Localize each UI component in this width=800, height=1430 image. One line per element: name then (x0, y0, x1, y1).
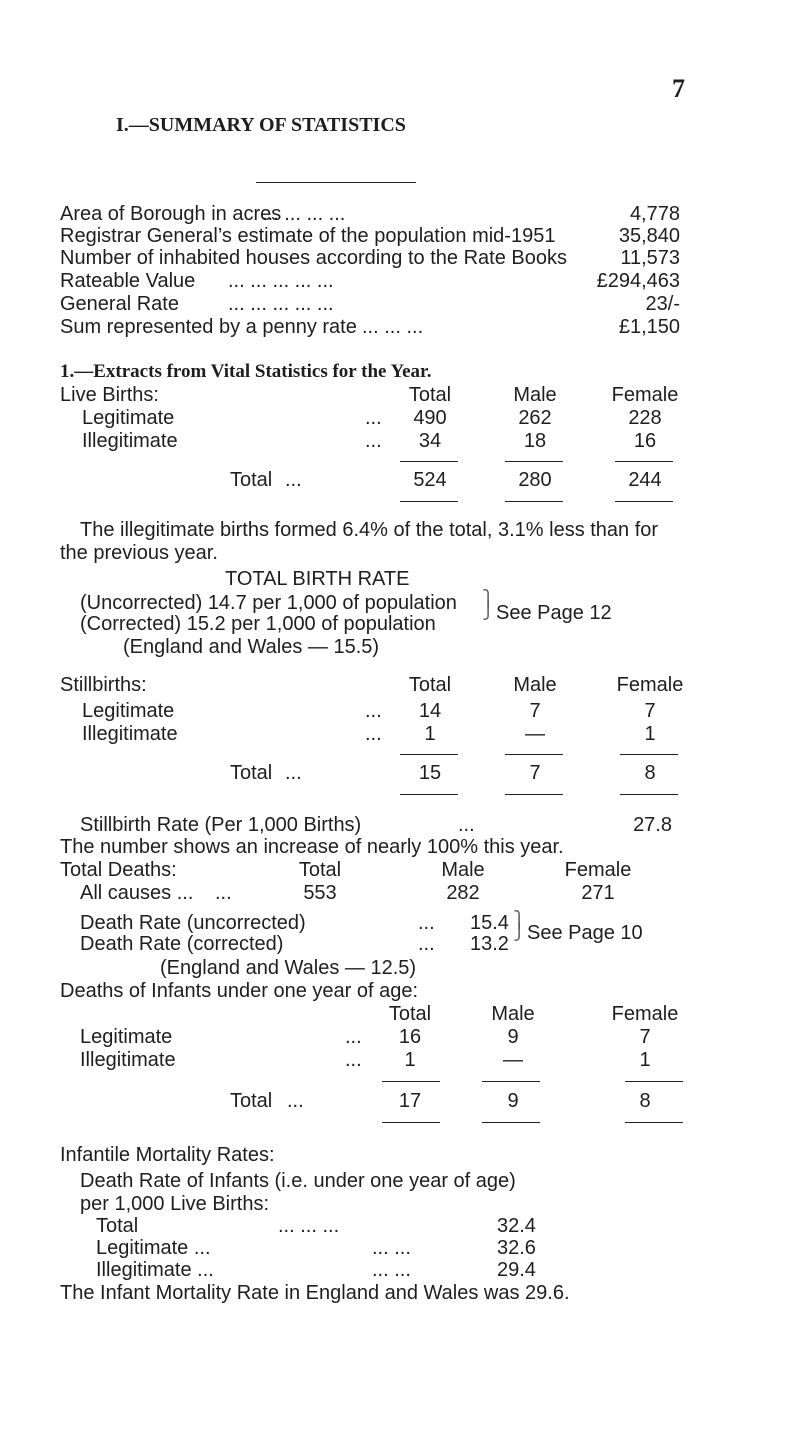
page-title: I.—SUMMARY OF STATISTICS (116, 114, 406, 136)
summary-label: Sum represented by a penny rate (60, 316, 357, 338)
infantile-description: per 1,000 Live Births: (80, 1193, 269, 1215)
table-cell: 262 (518, 407, 552, 429)
table-cell: 7 (639, 1026, 651, 1048)
row-dots: ... (365, 700, 382, 722)
row-dots: ... (285, 762, 302, 784)
total-rule (620, 794, 678, 795)
row-label: Illegitimate (80, 1049, 176, 1071)
summary-value-rateable: £294,463 (596, 270, 680, 292)
death-rate-uncorrected-label: Death Rate (uncorrected) (80, 912, 306, 934)
table-cell: 16 (633, 430, 657, 452)
table-cell: 8 (639, 1090, 651, 1112)
column-header: Total (408, 384, 452, 406)
total-rule (620, 754, 678, 755)
total-rule (400, 501, 458, 502)
table-cell: 16 (398, 1026, 422, 1048)
table-cell: 17 (398, 1090, 422, 1112)
table-cell: 8 (644, 762, 656, 784)
summary-label: Registrar General’s estimate of the population mid-1951 (60, 225, 556, 247)
table-label: Deaths of Infants under one year of age: (60, 980, 419, 1002)
page-number: 7 (672, 74, 685, 103)
summary-value-area: 4,778 (629, 203, 680, 225)
summary-dots: ... ... ... ... (262, 203, 346, 225)
row-dots: ... (365, 430, 382, 452)
column-header: Total (298, 859, 342, 881)
stillbirth-rate-value: 27.8 (633, 814, 672, 836)
table-cell: 1 (424, 723, 436, 745)
row-dots: ... (418, 933, 435, 955)
total-rule (482, 1122, 540, 1123)
summary-value-penny: £1,150 (618, 316, 680, 338)
table-cell: 7 (529, 700, 541, 722)
row-label: All causes ... (80, 882, 194, 904)
row-dots: ... ... (372, 1237, 411, 1259)
summary-label: Rateable Value (60, 270, 196, 292)
title-divider (256, 182, 416, 183)
summary-dots: ... ... ... ... ... (228, 293, 334, 315)
row-dots: ... (418, 912, 435, 934)
column-header: Female (611, 384, 679, 406)
summary-value-houses: 11,573 (620, 247, 680, 269)
infantile-rate-value: 29.4 (497, 1259, 536, 1281)
row-dots: ... (345, 1026, 362, 1048)
birth-rate-corrected: (Corrected) 15.2 per 1,000 of population (80, 613, 436, 635)
table-cell: 1 (639, 1049, 651, 1071)
total-rule (482, 1081, 540, 1082)
row-dots: ... (365, 723, 382, 745)
column-header: Male (491, 1003, 535, 1025)
infantile-rate-value: 32.4 (497, 1215, 536, 1237)
table-label: Stillbirths: (60, 674, 147, 696)
column-header: Female (611, 1003, 679, 1025)
brace-icon: ⎫ ⎭ (513, 912, 525, 941)
total-label: Total (230, 762, 273, 784)
vital-statistics-heading: 1.—Extracts from Vital Statistics for the Year. (60, 361, 432, 382)
summary-value-population: 35,840 (618, 225, 680, 247)
summary-value-rate: 23/- (645, 293, 680, 315)
row-dots: ... (458, 814, 475, 836)
see-page-reference: See Page 12 (496, 602, 612, 624)
total-rule (625, 1122, 683, 1123)
row-label: Illegitimate (82, 723, 178, 745)
table-cell: 7 (644, 700, 656, 722)
table-label: Live Births: (60, 384, 159, 406)
row-label: Legitimate (82, 700, 175, 722)
england-infant-note: The Infant Mortality Rate in England and Wales was 29.6. (60, 1282, 570, 1304)
column-header: Total (388, 1003, 432, 1025)
row-dots: ... (287, 1090, 304, 1112)
death-rate-corrected-value: 13.2 (470, 933, 509, 955)
total-rule (625, 1081, 683, 1082)
table-cell: 244 (628, 469, 662, 491)
table-cell: 490 (413, 407, 447, 429)
see-page-reference: See Page 10 (527, 922, 643, 944)
summary-dots: ... ... ... ... ... (228, 270, 334, 292)
table-cell: — (525, 723, 545, 745)
total-rule (382, 1081, 440, 1082)
total-rule (400, 794, 458, 795)
total-rule (382, 1122, 440, 1123)
stillbirth-rate-label: Stillbirth Rate (Per 1,000 Births) (80, 814, 362, 836)
table-cell: 553 (303, 882, 337, 904)
table-cell: 9 (507, 1026, 519, 1048)
table-cell: — (503, 1049, 523, 1071)
table-cell: 18 (523, 430, 547, 452)
column-header: Female (564, 859, 632, 881)
table-cell: 15 (418, 762, 442, 784)
birth-rate-heading: TOTAL BIRTH RATE (225, 568, 410, 590)
table-cell: 1 (644, 723, 656, 745)
column-header: Male (513, 674, 557, 696)
total-rule (615, 461, 673, 462)
row-dots: ... ... (372, 1259, 411, 1281)
column-header: Total (408, 674, 452, 696)
row-dots: ... (345, 1049, 362, 1071)
table-cell: 14 (418, 700, 442, 722)
table-cell: 282 (446, 882, 480, 904)
death-rate-uncorrected-value: 15.4 (470, 912, 509, 934)
summary-label: General Rate (60, 293, 179, 315)
row-label: Total (96, 1215, 139, 1237)
row-label: Legitimate (80, 1026, 173, 1048)
total-label: Total (230, 1090, 273, 1112)
summary-label: Area of Borough in acres (60, 203, 282, 225)
illegitimate-note: The illegitimate births formed 6.4% of the total, 3.1% less than for (80, 519, 659, 541)
table-cell: 1 (404, 1049, 416, 1071)
illegitimate-note: the previous year. (60, 542, 218, 564)
row-dots: ... (285, 469, 302, 491)
summary-label: Number of inhabited houses according to the Rate Books (60, 247, 567, 269)
table-cell: 524 (413, 469, 447, 491)
row-dots: ... ... ... (278, 1215, 340, 1237)
total-rule (505, 794, 563, 795)
death-rate-corrected-label: Death Rate (corrected) (80, 933, 284, 955)
column-header: Male (513, 384, 557, 406)
death-rate-england: (England and Wales — 12.5) (160, 957, 417, 979)
birth-rate-england: (England and Wales — 15.5) (123, 636, 380, 658)
row-dots: ... (365, 407, 382, 429)
total-rule (505, 754, 563, 755)
table-cell: 7 (529, 762, 541, 784)
table-label: Total Deaths: (60, 859, 177, 881)
infantile-rate-value: 32.6 (497, 1237, 536, 1259)
total-rule (505, 501, 563, 502)
infantile-description: Death Rate of Infants (i.e. under one year of age) (80, 1170, 516, 1192)
row-dots: ... (215, 882, 232, 904)
row-label: Legitimate ... (96, 1237, 211, 1259)
total-rule (400, 754, 458, 755)
infantile-heading: Infantile Mortality Rates: (60, 1144, 275, 1166)
birth-rate-uncorrected: (Uncorrected) 14.7 per 1,000 of population (80, 592, 457, 614)
row-label: Illegitimate ... (96, 1259, 214, 1281)
stillbirth-increase-note: The number shows an increase of nearly 100% this year. (60, 836, 564, 858)
summary-dots: ... ... ... (362, 316, 424, 338)
total-rule (615, 501, 673, 502)
column-header: Male (441, 859, 485, 881)
table-cell: 271 (581, 882, 615, 904)
column-header: Female (616, 674, 684, 696)
total-rule (505, 461, 563, 462)
total-rule (400, 461, 458, 462)
table-cell: 34 (418, 430, 442, 452)
brace-icon: ⎫ ⎭ (482, 591, 494, 620)
table-cell: 9 (507, 1090, 519, 1112)
table-cell: 280 (518, 469, 552, 491)
table-cell: 228 (628, 407, 662, 429)
row-label: Legitimate (82, 407, 175, 429)
total-label: Total (230, 469, 273, 491)
row-label: Illegitimate (82, 430, 178, 452)
